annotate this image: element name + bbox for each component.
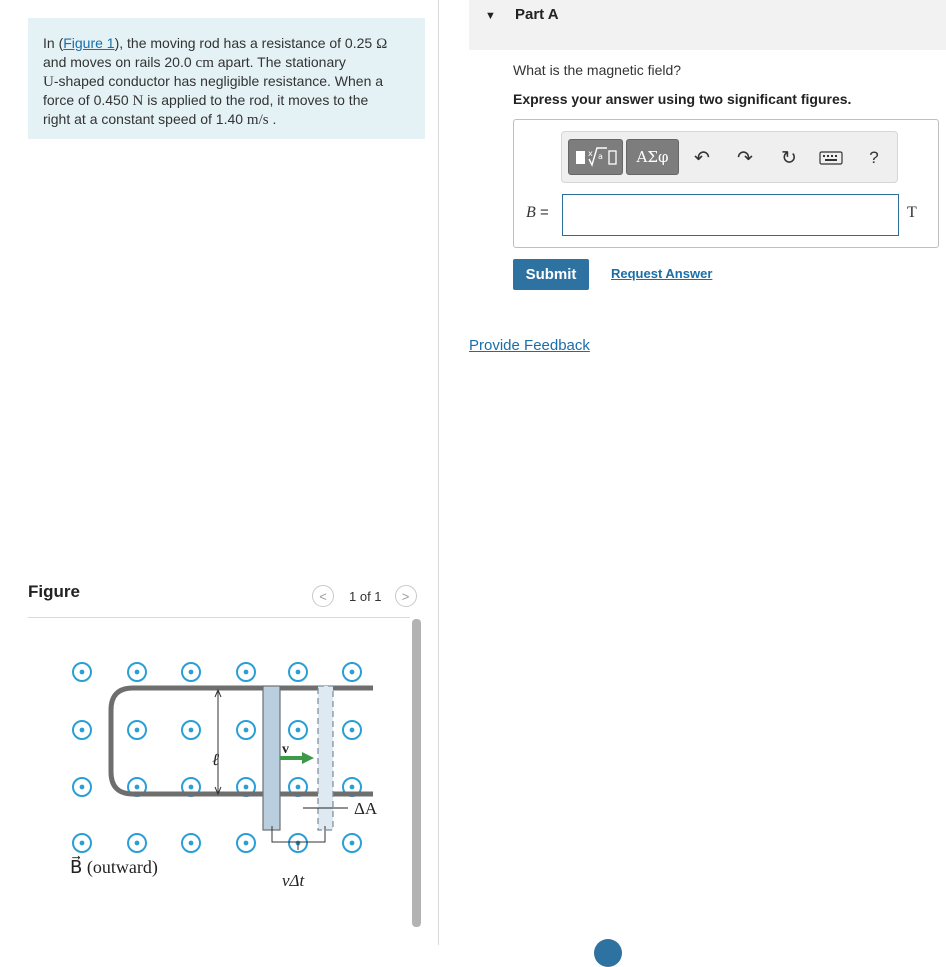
answer-box [513,119,939,248]
part-a-header[interactable] [469,0,946,50]
problem-statement: In (Figure 1), the moving rod has a resistance of 0.25 Ω and moves on rails 20.0 cm apart. The stationary U-shaped conductor has negligible resistance. When a force of 0.450 N is applied to the rod, it moves to the right at a constant speed of 1.40 m/s . [28,18,425,139]
moving-rod [263,686,280,830]
greek-symbols-button[interactable]: ΑΣφ [626,139,679,175]
variable-label: B = [526,204,549,221]
circled-dot-icon [73,721,91,739]
figure-link[interactable]: Figure 1 [63,35,115,51]
next-figure-button[interactable]: > [395,585,417,607]
circled-dot-icon [289,721,307,739]
circled-dot-icon [289,663,307,681]
figure-scrollbar[interactable] [412,619,421,927]
keyboard-icon [819,151,843,165]
circled-dot-icon [73,778,91,796]
circled-dot-icon [182,834,200,852]
circled-dot-icon [128,834,146,852]
svg-text:a: a [597,152,603,161]
delta-a-label: ΔA [354,799,378,818]
prev-figure-button[interactable]: < [312,585,334,607]
templates-button[interactable] [568,139,623,175]
question-text: What is the magnetic field? [513,62,682,78]
circled-dot-icon [237,663,255,681]
circled-dot-icon [237,834,255,852]
reset-icon[interactable]: ↻ [781,147,797,169]
part-a-title: Part A [515,6,559,23]
figure-page-count: 1 of 1 [349,588,382,604]
circled-dot-icon [343,663,361,681]
circled-dot-icon [182,721,200,739]
answer-input[interactable] [562,194,899,236]
submit-button[interactable]: Submit [513,259,589,290]
velocity-label: v⃗ [282,742,300,757]
right-arrow-icon [302,752,314,764]
column-divider [438,0,439,945]
circled-dot-icon [128,721,146,739]
circled-dot-icon [237,721,255,739]
keyboard-button[interactable] [818,146,844,170]
circled-dot-icon [128,663,146,681]
circled-dot-icon [343,721,361,739]
templates-icon [574,145,618,169]
circled-dot-icon [73,663,91,681]
math-toolbar [561,131,898,183]
circled-dot-icon [343,834,361,852]
help-icon[interactable]: ? [869,148,879,167]
undo-icon[interactable]: ↶ [694,147,710,169]
instruction-text: Express your answer using two significant figures. [513,91,852,107]
figure-rule [28,617,410,618]
figure-pager [312,583,417,609]
b-outward-label: B⃗ (outward) [70,857,158,877]
circled-dot-icon [182,663,200,681]
collapse-triangle-icon[interactable]: ▼ [485,10,496,22]
circled-dot-icon [73,834,91,852]
v-delta-t-label: vΔt [282,871,305,890]
request-answer-link[interactable]: Request Answer [611,266,713,281]
svg-text:x: x [587,149,593,158]
figure-diagram [28,620,408,900]
length-label: ℓ [212,750,220,769]
redo-icon[interactable]: ↷ [737,147,753,169]
figure-title: Figure [28,582,80,601]
floating-action-button[interactable] [594,939,622,967]
provide-feedback-link[interactable]: Provide Feedback [469,337,590,354]
unit-label: T [907,204,917,221]
